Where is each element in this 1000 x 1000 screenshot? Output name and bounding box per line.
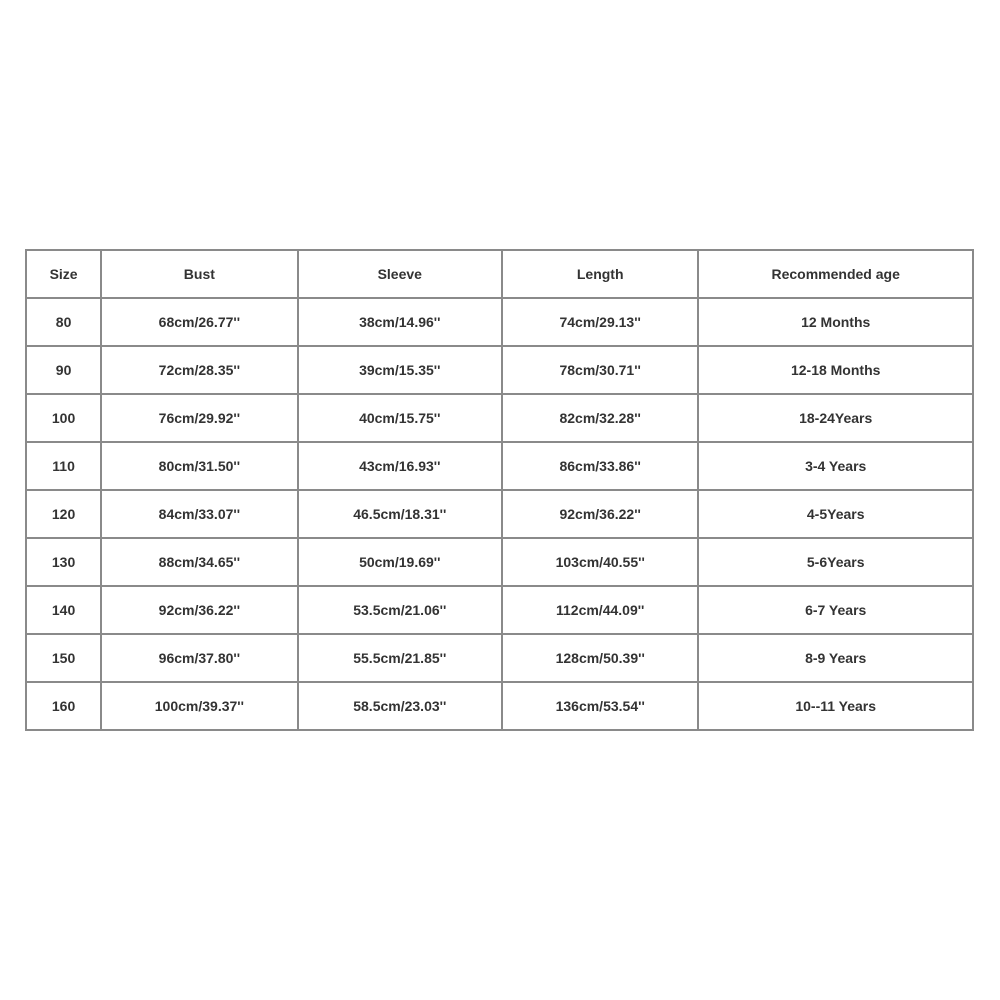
- cell-recommended-age: 3-4 Years: [698, 442, 973, 490]
- cell-size: 160: [26, 682, 101, 730]
- cell-length: 136cm/53.54'': [502, 682, 698, 730]
- cell-length: 82cm/32.28'': [502, 394, 698, 442]
- header-row: [26, 250, 973, 298]
- cell-length: 103cm/40.55'': [502, 538, 698, 586]
- header-size: Size: [26, 250, 101, 298]
- cell-size: 100: [26, 394, 101, 442]
- cell-size: 90: [26, 346, 101, 394]
- header-sleeve: Sleeve: [298, 250, 502, 298]
- cell-sleeve: 50cm/19.69'': [298, 538, 502, 586]
- cell-recommended-age: 5-6Years: [698, 538, 973, 586]
- cell-recommended-age: 6-7 Years: [698, 586, 973, 634]
- cell-bust: 96cm/37.80'': [101, 634, 297, 682]
- cell-size: 140: [26, 586, 101, 634]
- cell-sleeve: 53.5cm/21.06'': [298, 586, 502, 634]
- cell-length: 78cm/30.71'': [502, 346, 698, 394]
- cell-recommended-age: 8-9 Years: [698, 634, 973, 682]
- table-row: [26, 586, 973, 634]
- table-row: [26, 298, 973, 346]
- cell-bust: 80cm/31.50'': [101, 442, 297, 490]
- cell-size: 120: [26, 490, 101, 538]
- cell-sleeve: 38cm/14.96'': [298, 298, 502, 346]
- header-length: Length: [502, 250, 698, 298]
- cell-bust: 92cm/36.22'': [101, 586, 297, 634]
- cell-bust: 88cm/34.65'': [101, 538, 297, 586]
- cell-bust: 72cm/28.35'': [101, 346, 297, 394]
- cell-sleeve: 58.5cm/23.03'': [298, 682, 502, 730]
- cell-bust: 100cm/39.37'': [101, 682, 297, 730]
- cell-recommended-age: 4-5Years: [698, 490, 973, 538]
- table-row: [26, 634, 973, 682]
- table-row: [26, 538, 973, 586]
- table-row: [26, 490, 973, 538]
- cell-length: 92cm/36.22'': [502, 490, 698, 538]
- table-row: [26, 442, 973, 490]
- table-header: [26, 250, 973, 298]
- cell-size: 80: [26, 298, 101, 346]
- cell-size: 130: [26, 538, 101, 586]
- cell-size: 150: [26, 634, 101, 682]
- cell-sleeve: 43cm/16.93'': [298, 442, 502, 490]
- header-recommended-age: Recommended age: [698, 250, 973, 298]
- cell-sleeve: 40cm/15.75'': [298, 394, 502, 442]
- cell-length: 128cm/50.39'': [502, 634, 698, 682]
- cell-bust: 84cm/33.07'': [101, 490, 297, 538]
- cell-length: 112cm/44.09'': [502, 586, 698, 634]
- cell-length: 74cm/29.13'': [502, 298, 698, 346]
- cell-sleeve: 55.5cm/21.85'': [298, 634, 502, 682]
- cell-recommended-age: 12-18 Months: [698, 346, 973, 394]
- table-body: [26, 298, 973, 730]
- cell-recommended-age: 10--11 Years: [698, 682, 973, 730]
- table-row: [26, 682, 973, 730]
- cell-size: 110: [26, 442, 101, 490]
- table-row: [26, 346, 973, 394]
- cell-sleeve: 46.5cm/18.31'': [298, 490, 502, 538]
- header-bust: Bust: [101, 250, 297, 298]
- cell-sleeve: 39cm/15.35'': [298, 346, 502, 394]
- cell-recommended-age: 12 Months: [698, 298, 973, 346]
- cell-recommended-age: 18-24Years: [698, 394, 973, 442]
- cell-bust: 68cm/26.77'': [101, 298, 297, 346]
- table-row: [26, 394, 973, 442]
- cell-length: 86cm/33.86'': [502, 442, 698, 490]
- size-chart-table: [25, 249, 974, 731]
- cell-bust: 76cm/29.92'': [101, 394, 297, 442]
